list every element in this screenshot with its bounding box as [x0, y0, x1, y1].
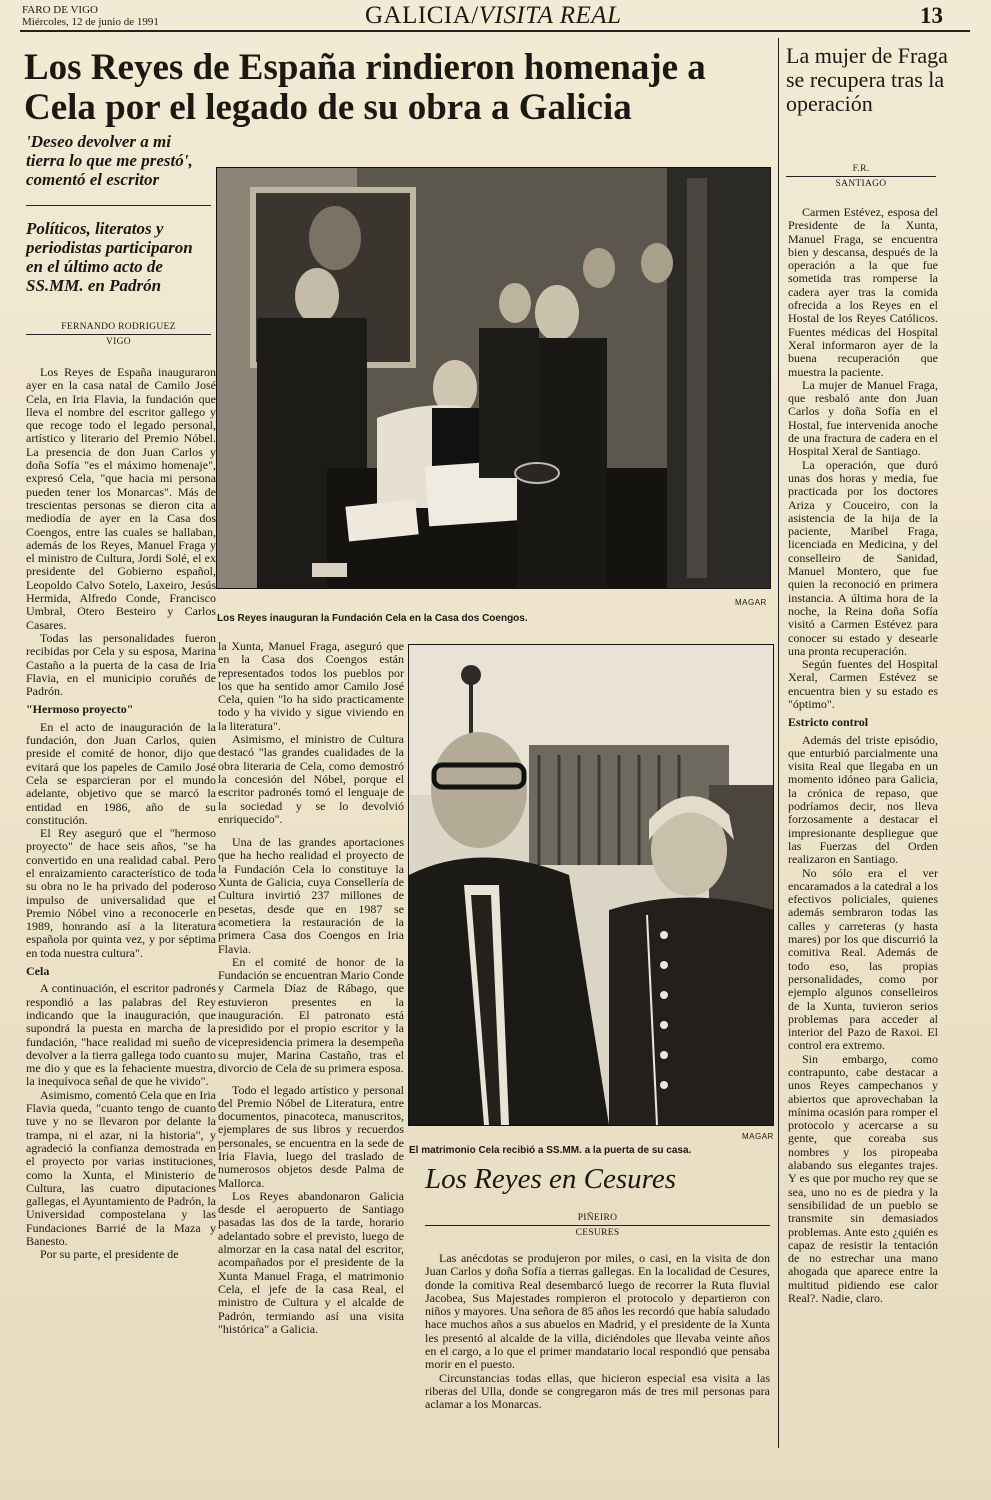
paragraph: Circunstancias todas ellas, que hicieron especial esa visita a las riberas del Ulla, donde se congregaron más de tres mil personas para aclamar a los Monarcas. — [425, 1370, 770, 1412]
main-headline: Los Reyes de España rindieron homenaje a Cela por el legado de su obra a Galicia — [24, 47, 706, 128]
paragraph: Además del triste episódio, que enturbió parcialmente una visita Real que llegaba en un momento idóneo para Galicia, la crónica de repaso, que podríamos decir, nos lleva forzosamente a destacar el impresionante despliegue que las Fuerzas del Orden realizaron en Santiago. — [788, 732, 938, 867]
byline-name: FERNANDO RODRIGUEZ — [61, 322, 176, 332]
paragraph: Los Reyes de España inauguraron ayer en la casa natal de Camilo José Cela, en Iria Flavia, la fundación que lleva el nombre del escritor gallego y que recoge todo el legado personal, artístico y literario del Premio Nóbel. La presencia de don Juan Carlos y doña Sofía "es el máximo homenaje", expresó Cela, "que hacia mi persona pueden tener los Monarcas". Más de trescientas personas se dieron cita a mediodía de ayer en la Casa dos Coengos, entre las cuales se hallaban, además de los Reyes, Manuel Fraga y el ministro de Cultura, Jordi Solé, el ex presidente del Gobierno español, Leopoldo Calvo Sotelo, Laxeiro, Jesús Hermida, Alfredo Conde, Francisco Umbral, Otero Besteiro y Carlos Casares. — [26, 366, 216, 632]
sidebar-body — [788, 206, 938, 1446]
paragraph: Todas las personalidades fueron recibidas por Cela y su esposa, Marina Castaño a la puerta de la casa de Iria Flavia, en el municipio coruñés de Padrón. — [26, 630, 216, 699]
sidebar-byline — [786, 164, 936, 189]
photo-signing — [216, 167, 771, 589]
deck-rule — [26, 205, 211, 206]
subhead: Estricto control — [788, 715, 869, 730]
paragraph: El Rey aseguró que el "hermoso proyecto" de hace seis años, "se ha convertido en una realidad cabal. Pero el enraizamiento característico de toda su obra no le ha privado del poderoso impulso de universalidad que el Premio Nóbel vino a reconocerle en 1989, honrando así a la literatura española por quinta vez, y por séptima en toda nuestra cultura". — [26, 826, 216, 960]
header-rule — [20, 30, 970, 32]
byline-rule — [425, 1225, 770, 1226]
photo-cela-couple — [408, 644, 774, 1126]
paragraph: La operación, que duró unas dos horas y media, fue practicada por los doctores Ariza y Couceiro, con la asistencia de la hija de la paciente, Maribel Fraga, licenciada en Medicina, y del conselleiro de Sanidad, Manuel Montero, que fue quien la reconoció en primera instancia. A última hora de la noche, la Reina doña Sofía visitó a Carmen Estévez para conocer su estado y desearle una pronta recuperación. — [788, 457, 938, 658]
subhead: Cela — [26, 964, 50, 979]
paragraph: En el comité de honor de la Fundación se encuentran Mario Conde y Carmela Díaz de Rábago, que estuvieron presentes en la inauguración. El patronato está presidido por el propio escritor y la vicepresidencia primera la desempeña su mujer, Marina Castaño, tras el divorcio de Cela de su primera esposa. — [218, 954, 404, 1076]
paragraph: En el acto de inauguración de la fundación, don Juan Carlos, quien preside el comité de honor, dijo que evitará que los papeles de Camilo José Cela se esparcieran por el mundo adelante, objetivo que se marcó la entidad en 1986, año de su constitución. — [26, 719, 216, 827]
photo1-credit: MAGAR — [735, 598, 767, 607]
photo1-caption: Los Reyes inauguran la Fundación Cela en la Casa dos Coengos. — [217, 613, 528, 624]
article-column-2 — [218, 640, 404, 1440]
paragraph: Carmen Estévez, esposa del Presidente de la Xunta, Manuel Fraga, se encuentra bien y descansa, después de la operación a la que fue sometida tras romperse la cadera ayer tras la comida ofrecida a los Reyes en el Hostal de los Reyes Católicos. Fuentes médicas del Hospital Xeral informaron ayer de la buena recuperación que muestra la paciente. — [788, 206, 938, 379]
main-byline — [26, 322, 211, 347]
paragraph: Sin embargo, como contrapunto, cabe destacar a unos Reyes campechanos y abiertos que aprovechaban la mínima ocasión para romper el protocolo y acercarse a su gente, que coreaba sus nombres y los piropeaba alabando sus elegantes trajes. Y es que por mucho rey que se sea, uno no es de piedra y la sensibilidad de un pueblo se transmite sin demasiados problemas. Ante esto ¿quién es capaz de resistir la tentación de no estrechar una mano ahogada que aparece entre la multitud pidiendo ese calor Real?. Nadie, claro. — [788, 1051, 938, 1306]
article-column-1 — [26, 366, 216, 1446]
paragraph: Todo el legado artístico y personal del Premio Nóbel de Literatura, entre documentos, pinacoteca, manuscritos, ejemplares de sus libros y recuerdos personales, se encuentra en la sede de Iria Flavia, luego del traslado de numerosos objetos desde Palma de Mallorca. — [218, 1082, 404, 1190]
byline-name: PIÑEIRO — [577, 1213, 618, 1223]
paragraph: A continuación, el escritor padronés respondió a las palabras del Rey indicando que la inauguración, que supondrá la puesta en marcha de la fundación, "hace realidad mi sueño de devolver a la tierra gallega todo cuanto me dio y que es la fehaciente muestra, la inequívoca señal de que he vivido". — [26, 981, 216, 1089]
deck-summary: Políticos, literatos y periodistas participaron en el último acto de SS.MM. en Padrón — [26, 219, 193, 295]
paragraph: Por su parte, el presidente de — [40, 1247, 179, 1262]
box-body — [425, 1252, 770, 1442]
sidebar-divider — [778, 38, 779, 1448]
paragraph: la Xunta, Manuel Fraga, aseguró que en la Casa dos Coengos están representados todos los pueblos por los que ha sentido amor Camilo José Cela, quien "lo ha sido practicamente todo y ha vivido y sigue viviendo en la literatura". — [218, 640, 404, 733]
photo2-credit: MAGAR — [742, 1132, 774, 1141]
box-title: Los Reyes en Cesures — [425, 1163, 677, 1195]
page-number: 13 — [920, 3, 943, 28]
byline-place: SANTIAGO — [835, 179, 887, 189]
paragraph: Según fuentes del Hospital Xeral, Carmen Estévez se encuentra bien y su estado es "óptimo". — [788, 657, 938, 711]
paper-name: FARO DE VIGO — [22, 4, 98, 16]
paragraph: Una de las grandes aportaciones que ha hecho realidad el proyecto de la Fundación Cela lo constituye la Xunta de Galicia, cuya Consellería de Cultura invirtió 237 millones de pesetas, desde que en 1987 se acometiera la restauración de la primera Casa dos Coengos en Iria Flavia. — [218, 835, 404, 956]
byline-rule — [786, 176, 936, 177]
section-main: GALICIA/ — [365, 2, 479, 29]
deck-quote: 'Deseo devolver a mi tierra lo que me prestó', comentó el escritor — [26, 132, 193, 189]
byline-name: F.R. — [852, 164, 870, 174]
sidebar-title: La mujer de Fraga se recupera tras la operación — [786, 43, 948, 116]
section-sub: VISITA REAL — [478, 2, 622, 29]
subhead: "Hermoso proyecto" — [26, 702, 134, 717]
paragraph: Asimismo, comentó Cela que en Iria Flavia queda, "cuanto tengo de cuanto tuve y no se llevaron por delante la trampa, ni el azar, ni la historia", y agradeció la confianza demostrada en el proyecto por varias instituciones, como la Xunta, el Ministerio de Cultura, las cuatro diputaciones gallegas, el Ayuntamiento de Padrón, la Universidad compostelana y las Fundaciones Barrié de la Maza y Banesto. — [26, 1087, 216, 1248]
byline-place: VIGO — [106, 337, 131, 347]
photo-cela-couple-image — [409, 645, 773, 1125]
section-title — [365, 2, 621, 30]
paragraph: Las anécdotas se produjeron por miles, o casi, en la visita de don Juan Carlos y doña Sofía a tierras gallegas. En la localidad de Cesures, donde la comitiva Real desembarcó luego de recorrer la Ruta fluvial Jacobea, Sus Majestades rompieron el protocolo y departieron con niños y mayores. Una señora de 85 años les recordó que había saludado hace muchos años a sus abuelos en Madrid, y el presidente de la Xunta les presentó al alcalde de la villa, diciéndoles que llevaba veinte años en el cargo, a lo que el primer mandatario local respondió que pensaba morir en el puesto. — [425, 1252, 770, 1372]
masthead-info — [22, 4, 159, 28]
issue-date: Miércoles, 12 de junio de 1991 — [22, 16, 159, 28]
byline-rule — [26, 334, 211, 335]
box-byline — [425, 1213, 770, 1238]
paragraph: No sólo era el ver encaramados a la catedral a los efectivos policiales, quienes además sembraron todas las calles y carreteras (y hasta mares) por los que discurrió la comitiva Real. Además de todo eso, las propias personalidades, como por ejemplo algunos conselleiros de la Xunta, tuvieron serios problemas para acceder al interior del Pazo de Raxoi. El control era extremo. — [788, 865, 938, 1053]
byline-place: CESURES — [575, 1228, 620, 1238]
photo-signing-image — [217, 168, 770, 588]
photo2-caption: El matrimonio Cela recibió a SS.MM. a la puerta de su casa. — [409, 1145, 692, 1156]
paragraph: Los Reyes abandonaron Galicia desde el aeropuerto de Santiago pasadas las dos de la tarde, horario adelantado sobre el previsto, luego de almorzar en la casa natal del escritor, acompañados por el presidente de la Xunta Manuel Fraga, el matrimonio Cela, el jefe de la casa Real, el ministro de Cultura y el alcalde de Padrón, termiando así una visita "histórica" a Galicia. — [218, 1188, 404, 1336]
paragraph: Asimismo, el ministro de Cultura destacó "las grandes cualidades de la obra literaria de Cela, como demostró la concesión del Nóbel, porque el escritor padronés tomó el lenguaje de la sociedad y se lo devolvió enriquecido". — [218, 732, 404, 826]
paragraph: La mujer de Manuel Fraga, que resbaló ante don Juan Carlos y doña Sofía en el Hostal, fue intervenida anoche de una fractura de cadera en el Hospital Xeral de Santiago. — [788, 377, 938, 459]
